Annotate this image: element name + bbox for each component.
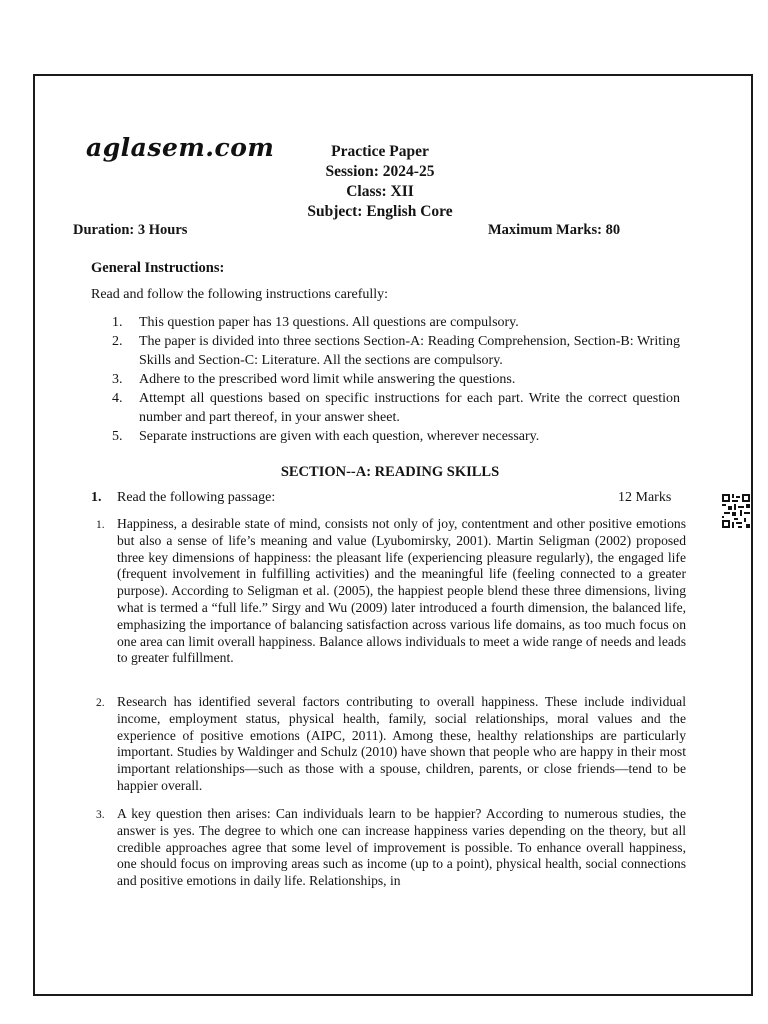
instruction-text: Separate instructions are given with each question, wherever necessary. xyxy=(139,429,540,444)
maximum-marks-label: Maximum Marks: 80 xyxy=(488,222,621,238)
general-instructions-heading: General Instructions: xyxy=(91,260,225,276)
instruction-item xyxy=(112,389,680,427)
instruction-item xyxy=(112,332,680,370)
instruction-number: 4. xyxy=(112,391,123,406)
instruction-item xyxy=(112,370,680,389)
passage-paragraph xyxy=(96,516,686,667)
site-logo: aglasem.com xyxy=(86,133,275,162)
paragraph-number: 1. xyxy=(96,519,105,531)
question-marks: 12 Marks xyxy=(618,490,672,505)
instruction-text: This question paper has 13 questions. All questions are compulsory. xyxy=(139,315,519,330)
class-line: Class: XII xyxy=(346,183,414,200)
paragraph-number: 2. xyxy=(96,697,105,709)
section-a-heading: SECTION--A: READING SKILLS xyxy=(280,464,500,480)
instruction-number: 2. xyxy=(112,334,123,349)
paragraph-number: 3. xyxy=(96,809,105,821)
subject-line: Subject: English Core xyxy=(307,203,453,220)
instruction-item xyxy=(112,427,680,446)
paragraph-text: Happiness, a desirable state of mind, consists not only of joy, contentment and other positive emotions but also a sense of life’s meaning and value (Lyubomirsky, 2001). Martin Seligman (2002) proposed three key dimensions of happiness: the pleasant life (experiencing pleasure regularly), the engaged life (frequent involvement in fulfilling activities) and the meaningful life (feeling connected to a greater purpose). According to Seligman et al. (2005), the happiest people blend these three dimensions, living what is termed a “full life.” Sirgy and Wu (2009) later introduced a fourth dimension, the balanced life, emphasizing the importance of balancing satisfaction across various life domains, as too much focus on one area can limit overall happiness. Balance allows individuals to meet a wide range of needs and leads to greater fulfillment. xyxy=(117,516,686,666)
instruction-number: 5. xyxy=(112,429,123,444)
instruction-item xyxy=(112,313,680,332)
passage-paragraph xyxy=(96,806,686,890)
instruction-number: 1. xyxy=(112,315,123,330)
qr-code-icon xyxy=(722,494,750,528)
question-number: 1. xyxy=(91,490,102,505)
instruction-text: Adhere to the prescribed word limit while answering the questions. xyxy=(139,372,516,387)
instruction-number: 3. xyxy=(112,372,123,387)
duration-label: Duration: 3 Hours xyxy=(73,222,188,238)
passage-paragraph xyxy=(96,694,686,795)
instruction-text: The paper is divided into three sections Section-A: Reading Comprehension, Section-B: Writing Skills and Section-C: Literature. All the sections are compulsory. xyxy=(139,334,680,368)
session-line: Session: 2024-25 xyxy=(325,163,435,180)
question-prompt: Read the following passage: xyxy=(117,490,276,505)
paragraph-text: A key question then arises: Can individuals learn to be happier? According to numerous studies, the answer is yes. The degree to which one can increase happiness varies depending on the theory, but all credible approaches agree that some level of improvement is possible. To enhance overall happiness, one should focus on improving areas such as income (up to a point), physical health, social connections and positive emotions in daily life. Relationships, in xyxy=(117,806,686,889)
paragraph-text: Research has identified several factors contributing to overall happiness. These include individual income, employment status, physical health, family, social relationships, moral values and the experience of positive emotions (AIPC, 2011). Among these, healthy relationships are particularly important. Studies by Waldinger and Schulz (2010) have shown that people who are happy in their most important relationships—such as those with a spouse, children, parents, or close friends—tend to be happier overall. xyxy=(117,694,686,793)
general-instructions-lead: Read and follow the following instructions carefully: xyxy=(91,287,389,302)
paper-title: Practice Paper xyxy=(331,143,429,160)
instruction-text: Attempt all questions based on specific instructions for each part. Write the correct question number and part thereof, in your answer sheet. xyxy=(139,391,680,425)
